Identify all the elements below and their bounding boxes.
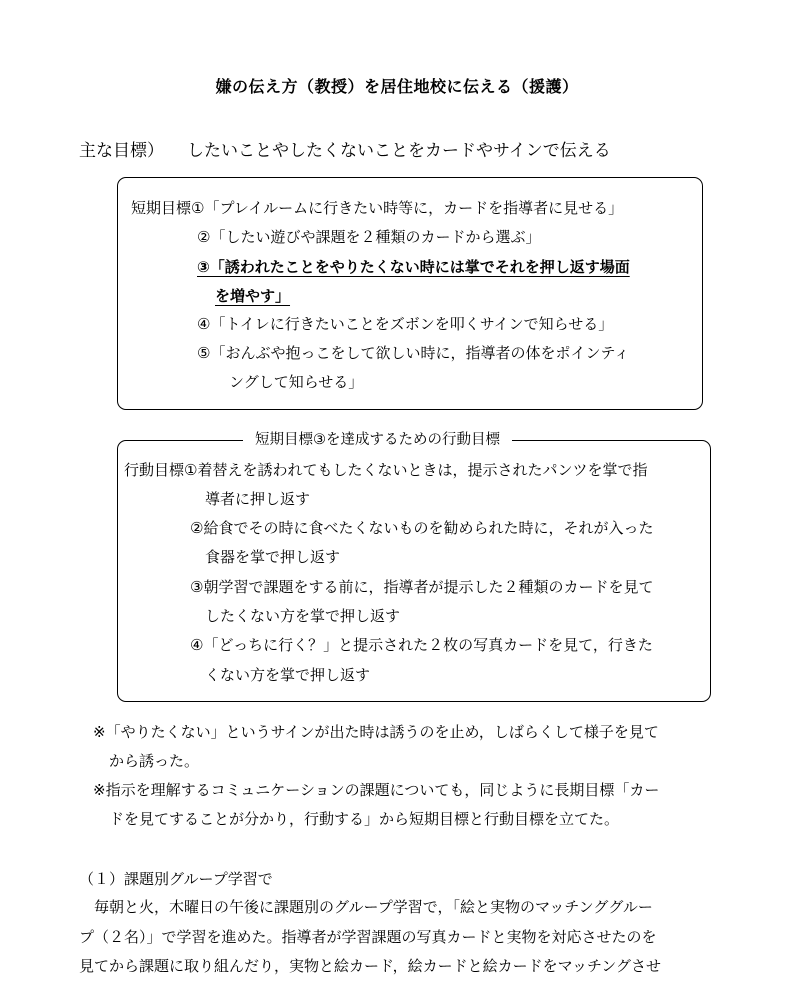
section-1-heading: （１）課題別グループ学習で [79,870,273,888]
action-goal-1-line2: 導者に押し返す [205,490,311,508]
action-goal-3-line1: ③朝学習で課題をする前に，指導者が提示した２種類のカードを見て [190,578,654,596]
section-1-body-line1: 毎朝と火，木曜日の午後に課題別のグループ学習で，「絵と実物のマッチンググルー [94,898,653,916]
note-2-line2: ドを見てすることが分かり，行動する」から短期目標と行動目標を立てた。 [109,810,620,828]
action-goal-4-line2: くない方を掌で押し返す [205,666,371,684]
section-1-body-line3: 見てから課題に取り組んだり，実物と絵カード，絵カードと絵カードをマッチングさせ [79,957,662,975]
note-2-line1: ※指示を理解するコミュニケーションの課題についても，同じように長期目標「カー [93,781,660,799]
main-goal-label: 主な目標） [79,141,164,161]
action-goal-4-line1: ④「どっちに行く？」と提示された２枚の写真カードを見て，行きた [190,636,653,654]
main-goal [79,136,611,161]
short-term-goal-3-line2: を増やす」 [215,287,291,305]
action-goal-3-line2: したくない方を掌で押し返す [205,607,401,625]
short-term-goal-1: 短期目標①「プレイルームに行きたい時等に，カードを指導者に見せる」 [131,199,624,217]
section-1-body-line2: プ（２名）」で学習を進めた。指導者が学習課題の写真カードと実物を対応させたのを [79,928,657,946]
note-1-line2: から誘った。 [109,752,200,770]
note-1-line1: ※「やりたくない」というサインが出た時は誘うのを止め，しばらくして様子を見て [93,723,659,741]
page-title: 嫌の伝え方（教授）を居住地校に伝える（援護） [215,77,579,96]
action-goals-legend: 短期目標③を達成するための行動目標 [243,428,512,449]
action-goal-1-line1: 行動目標①着替えを誘われてもしたくないときは，提示されたパンツを掌で指 [124,461,648,479]
short-term-goal-3-line1: ③「誘われたことをやりたくない時には掌でそれを押し返す場面 [197,258,630,276]
action-goal-2-line2: 食器を掌で押し返す [205,548,341,566]
short-term-goal-5-line2: ングして知らせる」 [229,373,364,391]
short-term-goal-2: ②「したい遊びや課題を２種類のカードから選ぶ」 [197,228,541,246]
short-term-goal-4: ④「トイレに行きたいことをズボンを叩くサインで知らせる」 [197,315,614,333]
action-goal-2-line1: ②給食でその時に食べたくないものを勧められた時に，それが入った [190,519,654,537]
main-goal-text: したいことやしたくないことをカードやサインで伝える [187,141,611,161]
short-term-goal-5-line1: ⑤「おんぶや抱っこをして欲しい時に，指導者の体をポインティ [197,344,630,362]
